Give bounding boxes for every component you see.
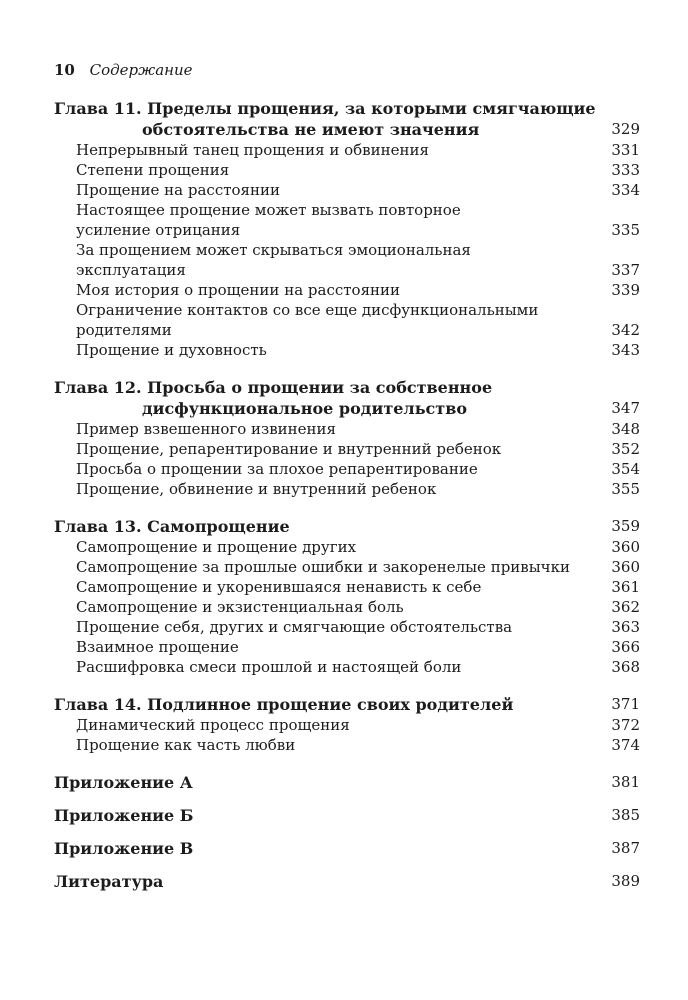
appendix-title (54, 805, 640, 826)
section-title-line: Пример взвешенного извинения (76, 420, 337, 438)
section-page-number: 335 (611, 221, 640, 239)
appendix-title-text: Литература (54, 872, 164, 891)
chapter-title-line: Глава 11. Пределы прощения, за которыми смягчающие (54, 99, 596, 118)
section-page-number: 348 (611, 420, 640, 438)
toc-chapter (54, 694, 640, 755)
section-list (54, 419, 640, 499)
section-page-number: 360 (611, 538, 640, 556)
section-title-line: родителями (76, 321, 172, 339)
section-title-line: Самопрощение и прощение других (76, 538, 357, 556)
section-list (54, 715, 640, 755)
section-title-line: Просьба о прощении за плохое репарентирование (76, 460, 478, 478)
section-title-line: Прощение на расстоянии (76, 181, 281, 199)
section-title-line: Моя история о прощении на расстоянии (76, 281, 401, 299)
toc-section (76, 715, 640, 735)
section-title-line: За прощением может скрываться эмоциональная (76, 241, 471, 259)
toc-section (76, 735, 640, 755)
appendix-title-text: Приложение Б (54, 806, 194, 825)
chapter-title-line: обстоятельства не имеют значения (142, 120, 480, 139)
chapter-title-line: Глава 13. Самопрощение (54, 517, 290, 536)
section-page-number: 366 (611, 638, 640, 656)
section-title-line: Взаимное прощение (76, 638, 239, 656)
appendix-title-text: Приложение В (54, 839, 194, 858)
toc-appendix (54, 838, 640, 859)
section-page-number: 334 (611, 181, 640, 199)
section-title-line: Прощение как часть любви (76, 736, 296, 754)
section-page-number: 331 (611, 141, 640, 159)
appendix-page-number: 389 (611, 872, 640, 890)
toc-section (76, 617, 640, 637)
toc-section (76, 200, 640, 240)
section-page-number: 343 (611, 341, 640, 359)
section-title-line: Ограничение контактов со все еще дисфункциональными (76, 301, 539, 319)
section-page-number: 337 (611, 261, 640, 279)
toc-section (76, 637, 640, 657)
chapter-page-number: 347 (611, 399, 640, 417)
toc-section (76, 300, 640, 340)
section-page-number: 333 (611, 161, 640, 179)
section-page-number: 355 (611, 480, 640, 498)
toc-section (76, 459, 640, 479)
toc-section (76, 577, 640, 597)
chapter-title-line: Глава 12. Просьба о прощении за собственное (54, 378, 493, 397)
toc-section (76, 419, 640, 439)
section-title-line: Настоящее прощение может вызвать повторное (76, 201, 461, 219)
toc-appendix (54, 871, 640, 892)
appendix-title-text: Приложение А (54, 773, 193, 792)
appendix-title (54, 838, 640, 859)
toc-section (76, 160, 640, 180)
toc-chapter (54, 377, 640, 499)
section-page-number: 360 (611, 558, 640, 576)
section-list (54, 140, 640, 360)
section-page-number: 354 (611, 460, 640, 478)
toc-section (76, 340, 640, 360)
toc-section (76, 180, 640, 200)
section-title-line: Прощение, обвинение и внутренний ребенок (76, 480, 437, 498)
chapter-page-number: 329 (611, 120, 640, 138)
appendix-title (54, 772, 640, 793)
section-title-line: Самопрощение и экзистенциальная боль (76, 598, 404, 616)
section-title-line: Прощение и духовность (76, 341, 267, 359)
chapter-title-line: дисфункциональное родительство (142, 399, 467, 418)
toc-appendix (54, 805, 640, 826)
toc-chapter (54, 98, 640, 360)
section-page-number: 372 (611, 716, 640, 734)
section-page-number: 342 (611, 321, 640, 339)
section-list (54, 537, 640, 677)
toc-section (76, 657, 640, 677)
section-page-number: 368 (611, 658, 640, 676)
section-title-line: Самопрощение за прошлые ошибки и закоренелые привычки (76, 558, 570, 576)
toc-chapter (54, 516, 640, 677)
section-title-line: эксплуатация (76, 261, 186, 279)
chapter-title (54, 516, 640, 537)
toc-section (76, 240, 640, 280)
toc-appendix (54, 772, 640, 793)
appendix-page-number: 385 (611, 806, 640, 824)
section-page-number: 362 (611, 598, 640, 616)
section-title-line: Самопрощение и укоренившаяся ненависть к себе (76, 578, 482, 596)
running-title: Содержание (89, 61, 193, 79)
chapter-title-line: Глава 14. Подлинное прощение своих родителей (54, 695, 514, 714)
toc-section (76, 557, 640, 577)
toc-section (76, 537, 640, 557)
chapter-title (54, 377, 640, 419)
section-title-line: Прощение, репарентирование и внутренний ребенок (76, 440, 502, 458)
toc-section (76, 140, 640, 160)
toc-section (76, 439, 640, 459)
section-page-number: 352 (611, 440, 640, 458)
toc-section (76, 479, 640, 499)
section-page-number: 339 (611, 281, 640, 299)
chapter-title (54, 98, 640, 140)
section-title-line: усиление отрицания (76, 221, 241, 239)
section-title-line: Прощение себя, других и смягчающие обстоятельства (76, 618, 513, 636)
chapter-page-number: 359 (611, 517, 640, 535)
toc-section (76, 597, 640, 617)
chapter-page-number: 371 (611, 695, 640, 713)
appendix-page-number: 381 (611, 773, 640, 791)
running-head (54, 60, 193, 80)
section-title-line: Динамический процесс прощения (76, 716, 350, 734)
chapter-title (54, 694, 640, 715)
appendix-title (54, 871, 640, 892)
appendix-page-number: 387 (611, 839, 640, 857)
table-of-contents (54, 98, 640, 904)
section-page-number: 374 (611, 736, 640, 754)
section-page-number: 361 (611, 578, 640, 596)
toc-section (76, 280, 640, 300)
section-title-line: Расшифровка смеси прошлой и настоящей боли (76, 658, 462, 676)
section-title-line: Степени прощения (76, 161, 230, 179)
section-title-line: Непрерывный танец прощения и обвинения (76, 141, 429, 159)
page-number: 10 (54, 61, 75, 79)
section-page-number: 363 (611, 618, 640, 636)
